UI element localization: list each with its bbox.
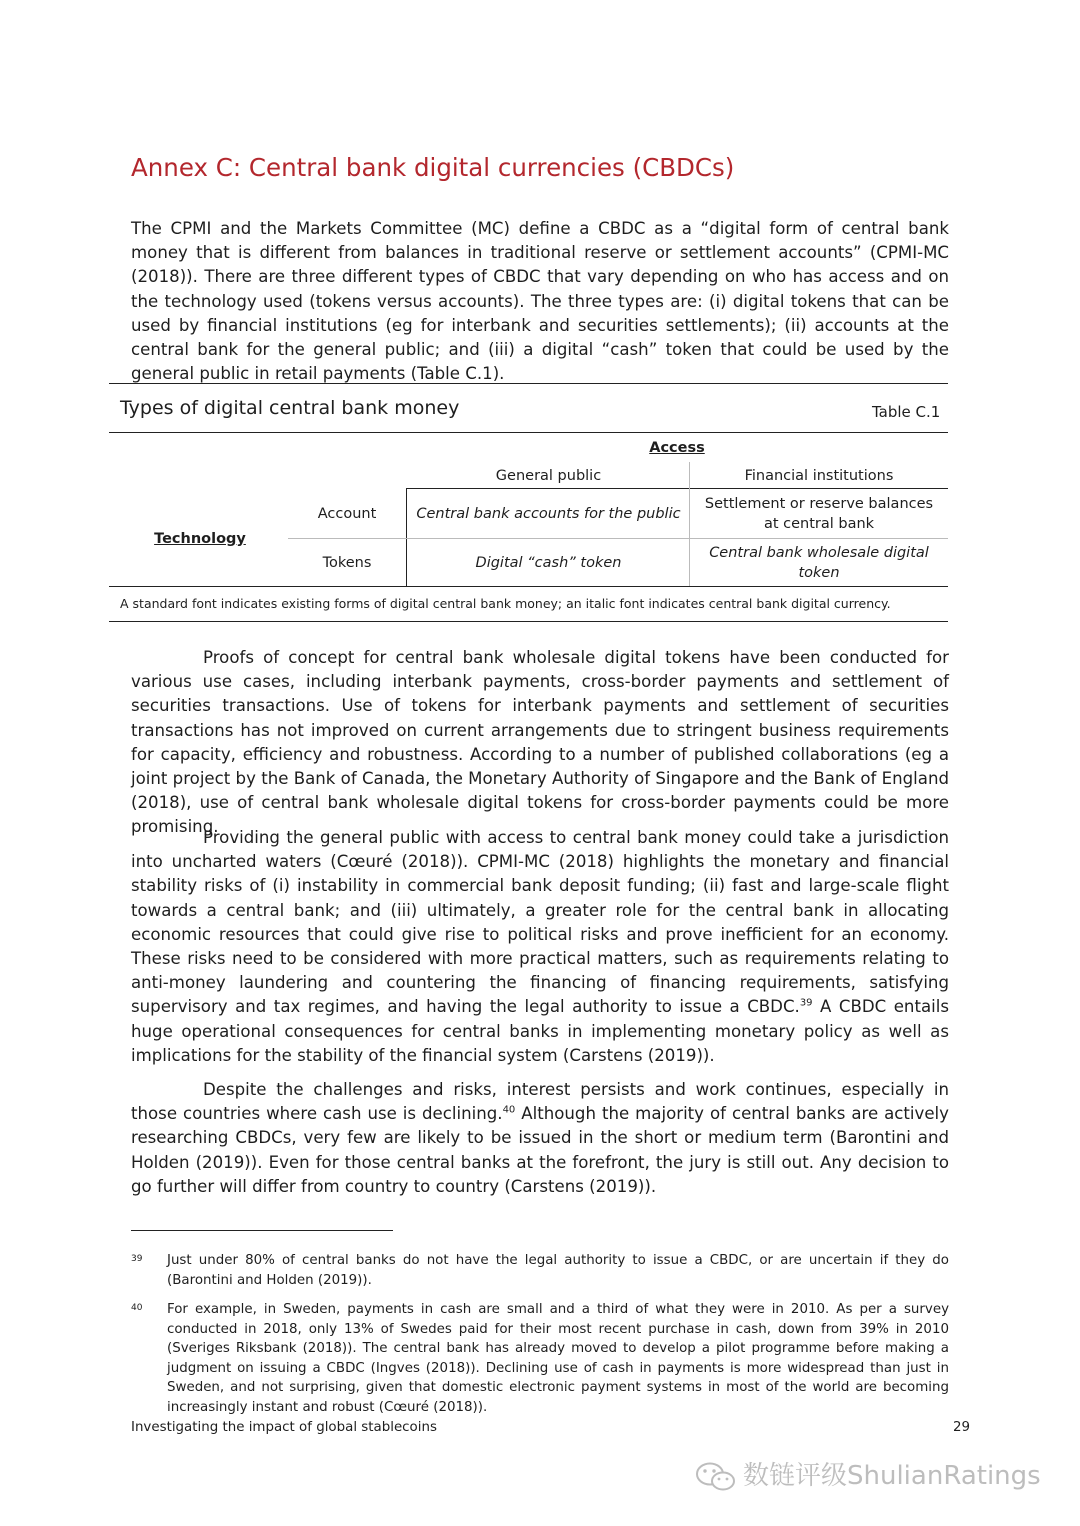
technology-header: Technology — [154, 531, 246, 547]
footnote-ref-39[interactable]: 39 — [799, 997, 813, 1009]
footnote-40-number: 40 — [131, 1303, 143, 1313]
annex-heading: Annex C: Central bank digital currencies (CBDCs) — [131, 153, 735, 182]
wechat-logo-icon — [695, 1461, 737, 1493]
cell-account-general: Central bank accounts for the public — [416, 506, 681, 522]
footnote-ref-40[interactable]: 40 — [502, 1104, 516, 1116]
access-header: Access — [649, 440, 705, 456]
table-note: A standard font indicates existing forms of digital central bank money; an italic font indicates central bank digital currency. — [120, 596, 891, 611]
cell-account-financial: Settlement or reserve balances at central bank — [704, 496, 934, 532]
table-row-rule-top — [406, 488, 948, 489]
paragraph-wholesale-tokens-text: Proofs of concept for central bank wholesale digital tokens have been conducted for various use cases, including interbank payments, cross-border payments and settlement of securities transactions. Use of tokens for interbank payments and settlement of securities transactions has not improved on current arrangements due to stringent business requirements for capacity, efficiency and robustness. According to a number of published collaborations (eg a joint project by the Bank of Canada, the Monetary Authority of Singapore and the Bank of England (2018), use of central bank wholesale digital tokens for cross-border payments could be more promising. — [131, 648, 949, 837]
paragraph-general-public-text-b: A CBDC entails huge operational consequences for central banks in implementing monetary policy as well as implications for the stability of the financial system (Carstens (2019)). — [131, 997, 949, 1065]
intro-paragraph: The CPMI and the Markets Committee (MC) define a CBDC as a “digital form of central bank money that is different from balances in traditional reserve or settlement accounts” (CPMI-MC (2018)). There are three different types of CBDC that vary depending on who has access and on the technology used (tokens versus accounts). The three types are: (i) digital tokens that can be used by financial institutions (eg for interbank and securities settlements); (ii) accounts at the central bank for the general public; and (iii) a digital “cash” token that could be used by the general public in retail payments (Table C.1). — [131, 219, 949, 384]
col-general-public: General public — [495, 468, 602, 484]
paragraph-wholesale-tokens — [131, 646, 949, 840]
table-header-rule — [109, 432, 948, 433]
paragraph-interest-text-b: Although the majority of central banks are actively researching CBDCs, very few are likely to be issued in the short or medium term (Barontini and Holden (2019)). Even for those central banks at the forefront, the jury is still out. Any decision to go further will differ from country to country (Carstens (2019)). — [131, 1104, 949, 1196]
footnote-40-text: For example, in Sweden, payments in cash are small and a third of what they were in 2010. As per a survey conducted in 2018, only 13% of Swedes paid for their most recent purchase in cash, down from 39% in 2010 (Sveriges Riksbank (2018)). The central bank has already moved to develop a pilot programme before making a judgment on issuing a CBDC (Ingves (2018)). Declining use of cash in payments is more widespread than just in Sweden, and not surprising, given that domestic electronic payment systems in most of the world are becoming increasingly instant and robust (Cœuré (2018)). — [167, 1302, 949, 1415]
cell-tokens-general: Digital “cash” token — [475, 555, 622, 571]
watermark — [695, 1455, 1041, 1493]
col-financial-institutions: Financial institutions — [744, 468, 894, 484]
table-top-rule — [109, 383, 948, 384]
footnote-39-number: 39 — [131, 1254, 143, 1264]
watermark-text: 数链评级ShulianRatings — [743, 1461, 1041, 1491]
cell-tokens-financial: Central bank wholesale digital token — [709, 545, 929, 581]
row-account: Account — [317, 506, 377, 522]
footnote-separator — [131, 1230, 393, 1231]
footnote-39-text: Just under 80% of central banks do not have the legal authority to issue a CBDC, or are uncertain if they do (Barontini and Holden (2019)). — [167, 1253, 949, 1288]
paragraph-general-public-text-a: Providing the general public with access to central bank money could take a jurisdiction into uncharted waters (Cœuré (2018)). CPMI-MC (2018) highlights the monetary and financial stability risks of (i) instability in commercial bank deposit funding; (ii) fast and large-scale flight towards a central bank; and (iii) ultimately, a greater role for the central bank in allocating economic resources that could give rise to political risks and prove inefficient for an economy. These risks need to be considered with more practical matters, such as requirements relating to anti-money laundering and countering the financing of financing requirements, satisfying supervisory and tax regimes, and having the legal authority to issue a CBDC. — [131, 828, 949, 1017]
table-number: Table C.1 — [872, 403, 941, 421]
footer-document-title: Investigating the impact of global stablecoins — [131, 1420, 437, 1435]
table-row-divider — [288, 538, 948, 539]
table-title: Types of digital central bank money — [120, 397, 460, 419]
page-number: 29 — [953, 1420, 971, 1435]
paragraph-interest-persists — [131, 1078, 949, 1199]
paragraph-interest-text-a: Despite the challenges and risks, interest persists and work continues, especially in those countries where cash use is declining. — [131, 1080, 949, 1124]
paragraph-general-public-access — [131, 826, 949, 1068]
row-tokens: Tokens — [322, 555, 372, 571]
table-note-rule — [109, 621, 948, 622]
table-bottom-rule — [109, 586, 948, 587]
